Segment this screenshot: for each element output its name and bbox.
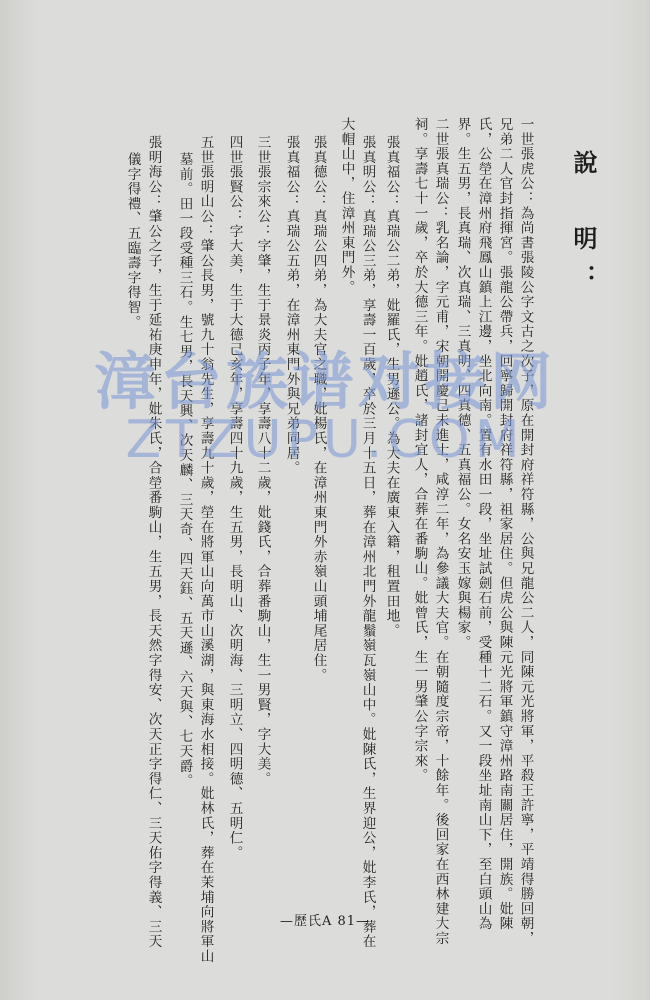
watermark-title: 漳台族谱对接网: [93, 345, 556, 418]
text-column: 一世張虎公：為尚書張陵公字文古之次子，原在開封府祥符縣，公與兄龍公二人，同陳元光將軍，平殺王許寧，平靖得勝回朝，: [517, 117, 534, 946]
section-heading: 說 明：: [569, 150, 598, 302]
text-column: 張明海公：肇公之子，生于延祐庚申年，妣朱氏，合塋番駒山，生五男，長天然字得安、次天正字得仁、三天佑字得義、三天: [145, 135, 162, 949]
page-number: —歷氏A 81—: [279, 914, 371, 929]
text-column: 張真明公：真瑞公三弟，享壽一百歲，卒於三月十五日，葬在漳州北門外龍鬚嶺瓦嶺山中。妣陳氏，生界迎公，妣李氏，葬在: [359, 135, 376, 949]
text-column: 氏，公塋在漳州府飛鳳山鎮上江邊，坐北向南。置有水田一段，坐址試劍石前，受種十二石。又一段坐址南山下，至白頭山為: [475, 117, 492, 931]
text-column: 三世張宗來公：字肇，生于景炎丙子年，享壽八十二歲，妣錢氏，合葬番駒山，生一男賢，字大美。: [254, 135, 271, 787]
text-column: 儀字得禮、五臨壽字得智。: [124, 152, 141, 330]
text-column: 墓前。田一段受種三石。生七男，長天興、次天麟、三天奇、四天鈺、五天遜、六天與、七天爵。: [176, 152, 193, 789]
text-column: 祠。享壽七十一歲，卒於大德三年。妣趙氏，諸封宜人，合葬在番駒山。妣曾氏，生一男肇公字宗來。: [411, 117, 428, 783]
text-column: 大帽山中，住漳州東門外。: [338, 117, 355, 295]
text-column: 張真德公：真瑞公四弟，為大夫官之職，妣楊氏，在漳州東門外赤嶺山頭埔尾居住。: [310, 135, 327, 683]
text-column: 二世張真瑞公：乳名論，字元甫，宋朝開慶己未進士，咸淳二年，為參議大夫官。在朝隨度宗帝，十餘年。後回家在西林建大宗: [432, 117, 449, 946]
text-column: 張真福公：真瑞公二弟，妣羅氏，生男遜公。為大夫在廣東入籍，租置田地。: [383, 135, 400, 639]
text-column: 五世張明山公：肇公長男，號九十翁先生，享壽九十歲，塋在將軍山向萬市山溪湖，與東海水相接。妣林氏，葬在茉埔向將軍山: [197, 135, 214, 964]
text-column: 界。生五男，長真瑞、次真瑞、三真明、四真德、五真福公。女名安玉嫁與楊家。: [454, 117, 471, 650]
text-column: 四世張賢公：字大美，生于大德己亥年，享壽四十九歲，生五男，長明山、次明海、三明立、四明德、五明仁。: [226, 135, 243, 861]
text-column: 張真福公：真瑞公五弟，在漳州東門外與兄弟同居。: [283, 135, 300, 476]
text-column: 兄弟二人官封指揮宮。張龍公帶兵，回寧歸開封府祥符縣，祖家居住。但虎公與陳元光將軍鎮守漳州路南關居住，開族。妣陳: [496, 117, 513, 931]
watermark-url: ZTZUPU.COM: [125, 410, 525, 470]
